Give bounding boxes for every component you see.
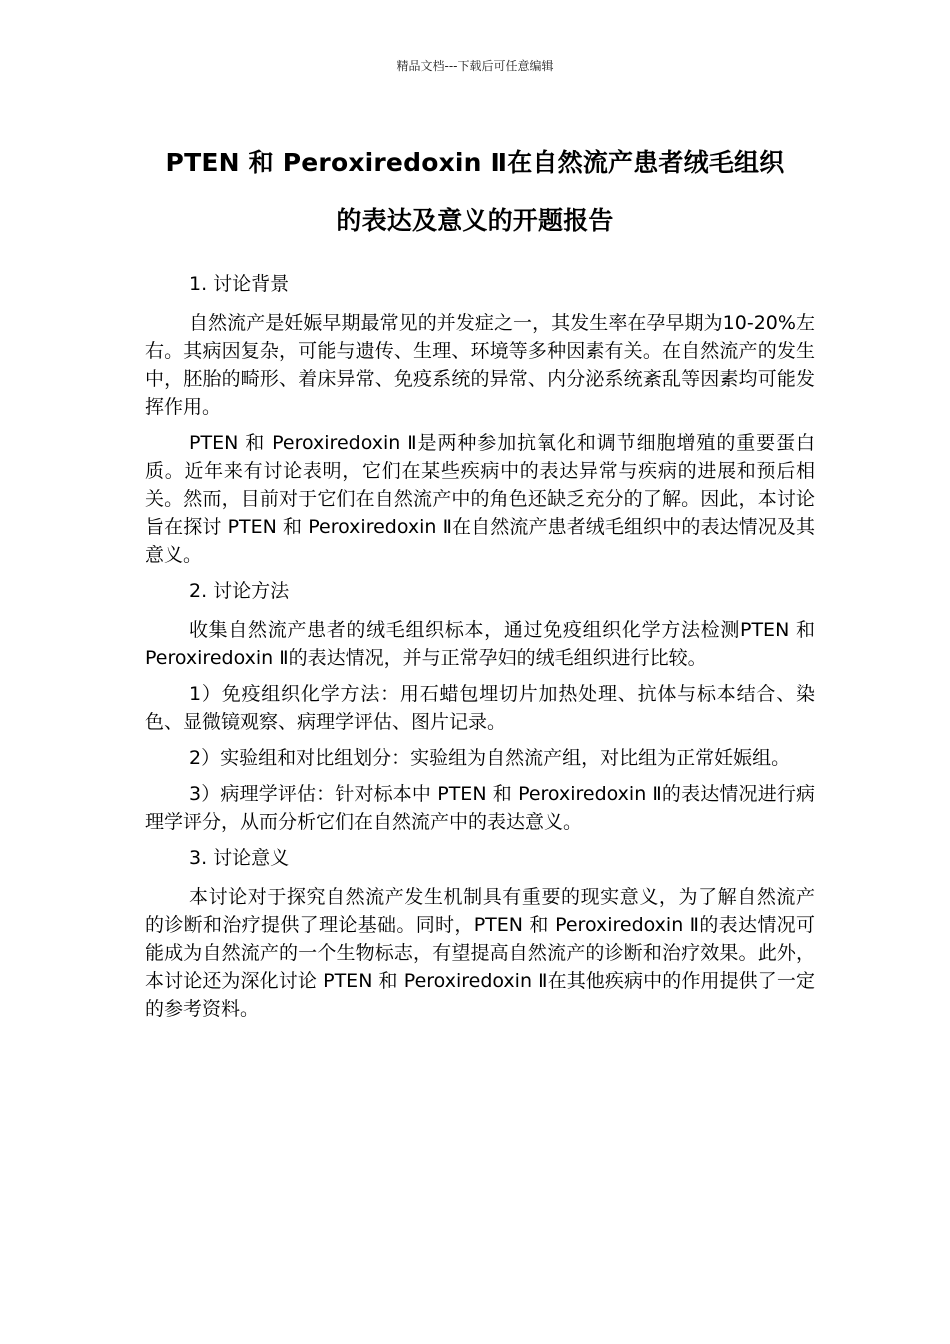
header-note: 精品文档---下载后可任意编辑 (396, 59, 554, 73)
section-heading-significance: 3. 讨论意义 (189, 847, 290, 869)
methods-item-2: 2）实验组和对比组划分：实验组为自然流产组，对比组为正常妊娠组。 (189, 747, 791, 769)
significance-paragraph: 本讨论对于探究自然流产发生机制具有重要的现实意义，为了解自然流产的诊断和治疗提供了理论基础。同时，PTEN 和 Peroxiredoxin Ⅱ的表达情况可能成为自然流产的一个生物标志，有望提高自然流产的诊断和治疗效果。此外，本讨论还为深化讨论 PTEN 和 Peroxiredoxin Ⅱ在其他疾病中的作用提供了一定的参考资料。 (145, 886, 815, 1020)
document-title-line-1: PTEN 和 Peroxiredoxin Ⅱ在自然流产患者绒毛组织 (165, 148, 785, 177)
background-paragraph-1: 自然流产是妊娠早期最常见的并发症之一，其发生率在孕早期为10-20%左右。其病因复杂，可能与遗传、生理、环境等多种因素有关。在自然流产的发生中，胚胎的畸形、着床异常、免疫系统的异常、内分泌系统紊乱等因素均可能发挥作用。 (145, 312, 815, 418)
methods-paragraph: 收集自然流产患者的绒毛组织标本，通过免疫组织化学方法检测PTEN 和 Peroxiredoxin Ⅱ的表达情况，并与正常孕妇的绒毛组织进行比较。 (145, 619, 815, 669)
background-paragraph-2: PTEN 和 Peroxiredoxin Ⅱ是两种参加抗氧化和调节细胞增殖的重要蛋白质。近年来有讨论表明，它们在某些疾病中的表达异常与疾病的进展和预后相关。然而，目前对于它们在自然流产中的角色还缺乏充分的了解。因此，本讨论旨在探讨 PTEN 和 Peroxiredoxin Ⅱ在自然流产患者绒毛组织中的表达情况及其意义。 (145, 432, 815, 566)
methods-item-3: 3）病理学评估：针对标本中 PTEN 和 Peroxiredoxin Ⅱ的表达情况进行病理学评分，从而分析它们在自然流产中的表达意义。 (145, 783, 815, 833)
document-title (100, 134, 850, 250)
document-title-line-2: 的表达及意义的开题报告 (336, 206, 614, 235)
document-body (145, 270, 815, 1031)
section-heading-methods: 2. 讨论方法 (189, 580, 290, 602)
section-heading-background: 1. 讨论背景 (189, 273, 290, 295)
methods-item-1: 1）免疫组织化学方法：用石蜡包埋切片加热处理、抗体与标本结合、染色、显微镜观察、病理学评估、图片记录。 (145, 683, 815, 733)
